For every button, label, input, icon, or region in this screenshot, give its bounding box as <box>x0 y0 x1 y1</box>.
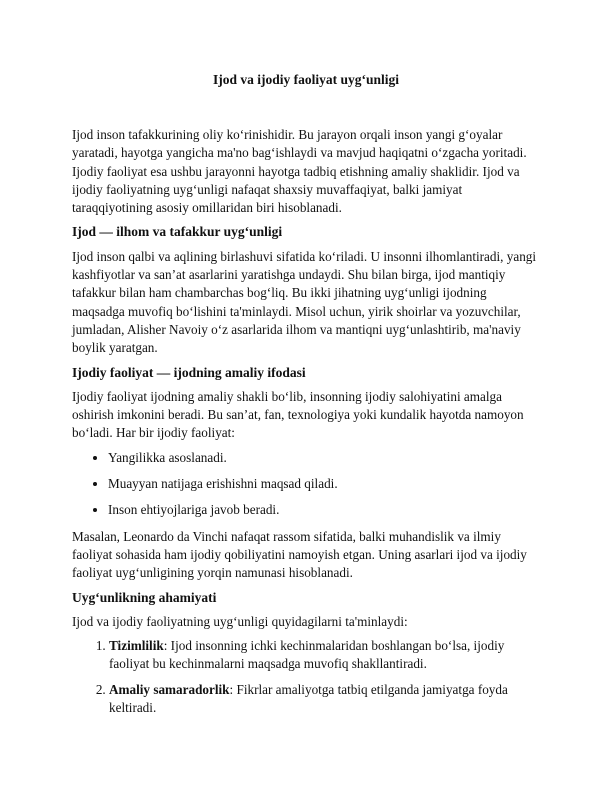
section-heading-ijodiy-faoliyat: Ijodiy faoliyat — ijodning amaliy ifodasi <box>72 364 306 380</box>
section-paragraph-ahamiyat: Ijod va ijodiy faoliyatning uyg‘unligi quyidagilarni ta'minlaydi: <box>72 613 408 629</box>
section-paragraph-ijodiy-faoliyat: Ijodiy faoliyat ijodning amaliy shakli bo‘lib, insonning ijodiy salohiyatini amalga oshirish imkonini beradi. Bu san’at, fan, texnologiya yoki kundalik hayotda namoyon bo‘ladi. Har bir ijodiy faoliyat: <box>72 388 524 441</box>
bullet-item: • Inson ehtiyojlariga javob beradi. <box>108 501 540 519</box>
section-paragraph-example: Masalan, Leonardo da Vinchi nafaqat rassom sifatida, balki muhandislik va ilmiy faoliyat sohasida ham ijodiy qobiliyatini namoyish etgan. Uning asarlari ijod va ijodiy faoliyat uyg‘unligining yorqin namunasi hisoblanadi. <box>72 528 527 581</box>
numbered-item-text: : Ijod insonning ichki kechinmalaridan boshlangan bo‘lsa, ijodiy faoliyat bu kechinmalarni maqsadga muvofiq shakllantiradi. <box>109 638 505 672</box>
document-title: Ijod va ijodiy faoliyat uyg‘unligi <box>212 72 400 87</box>
numbered-item <box>109 637 540 674</box>
section-heading-ijod: Ijod — ilhom va tafakkur uyg‘unligi <box>72 224 283 240</box>
intro-paragraph: Ijod inson tafakkurining oliy ko‘rinishidir. Bu jarayon orqali inson yangi g‘oyalar yaratadi, hayotga yangicha ma'no bag‘ishlaydi va mavjud haqiqatni o‘zgacha yoritadi. Ijodiy faoliyat esa ushbu jarayonni hayotga tadbiq etishning amaliy shaklidir. Ijod va ijodiy faoliyatning uyg‘unligi nafaqat shaxsiy muvaffaqiyat, balki jamiyat taraqqiyotining asosiy omillaridan biri hisoblanadi. <box>72 127 527 216</box>
numbered-item-term: Tizimlilik <box>109 638 164 654</box>
bullet-list <box>72 449 540 520</box>
numbered-list <box>72 637 540 717</box>
section-paragraph-ijod: Ijod inson qalbi va aqlining birlashuvi sifatida ko‘riladi. U insonni ilhomlantiradi, yangi kashfiyotlar va san’at asarlarini yaratishga undaydi. Shu bilan birga, ijod mantiqiy tafakkur bilan ham chambarchas bog‘liq. Bu ikki jihatning uyg‘unligi ijodning maqsadga muvofiq bo‘lishini ta'minlaydi. Misol uchun, yirik shoirlar va yozuvchilar, jumladan, Alisher Navoiy o‘z asarlarida ilhom va mantiqni uyg‘unlashtirib, ma'naviy boylik yaratgan. <box>72 248 537 356</box>
bullet-item: • Muayyan natijaga erishishni maqsad qiladi. <box>108 475 540 493</box>
numbered-item-text: : Fikrlar amaliyotga tatbiq etilganda jamiyatga foyda keltiradi. <box>109 681 508 716</box>
numbered-item <box>109 681 540 718</box>
numbered-item-term: Amaliy samaradorlik <box>109 681 230 697</box>
bullet-item: • Yangilikka asoslanadi. <box>108 449 540 467</box>
section-heading-ahamiyat: Uyg‘unlikning ahamiyati <box>72 589 217 605</box>
